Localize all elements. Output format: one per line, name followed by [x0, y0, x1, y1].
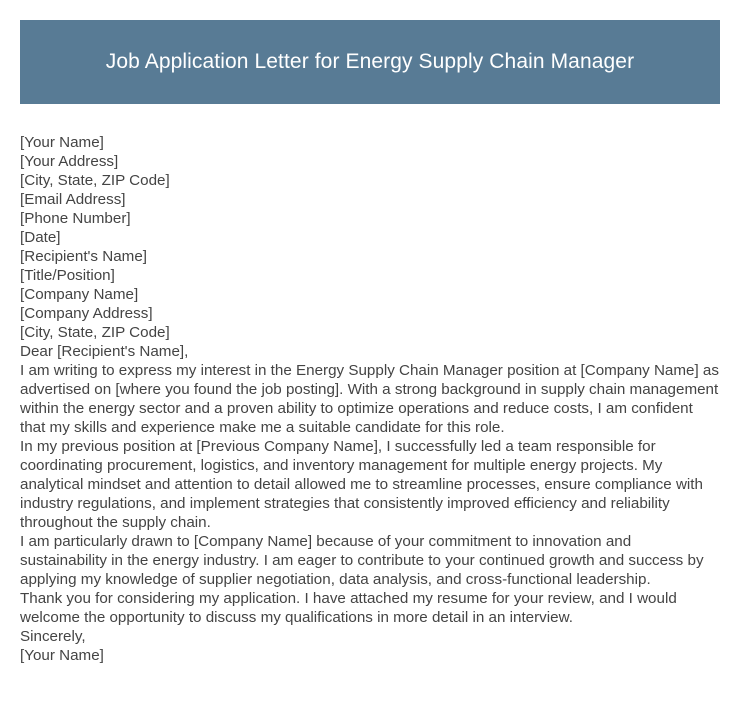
recipient-company-address: [Company Address]	[20, 305, 153, 322]
sender-email: [Email Address]	[20, 191, 126, 208]
header-banner	[20, 20, 720, 104]
letter-body	[20, 133, 722, 665]
page-title: Job Application Letter for Energy Supply Chain Manager	[105, 50, 635, 73]
closing: Sincerely,	[20, 628, 86, 645]
signature: [Your Name]	[20, 647, 104, 664]
recipient-company: [Company Name]	[20, 286, 139, 303]
sender-city-state-zip: [City, State, ZIP Code]	[20, 172, 170, 189]
salutation: Dear [Recipient's Name],	[20, 343, 189, 360]
recipient-title: [Title/Position]	[20, 267, 115, 284]
recipient-name: [Recipient's Name]	[20, 248, 147, 265]
sender-address: [Your Address]	[20, 153, 119, 170]
paragraph-experience: In my previous position at [Previous Company Name], I successfully led a team responsible for coordinating procurement, logistics, and inventory management for multiple energy projects. My analytical mindset and attention to detail allowed me to streamline processes, ensure compliance with industry regulations, and implement strategies that consistently improved efficiency and reliability throughout the supply chain.	[20, 438, 703, 531]
sender-phone: [Phone Number]	[20, 210, 131, 227]
letter-date: [Date]	[20, 229, 61, 246]
paragraph-motivation: I am particularly drawn to [Company Name] because of your commitment to innovation and sustainability in the energy industry. I am eager to contribute to your continued growth and success by applying my knowledge of supplier negotiation, data analysis, and cross-functional leadership.	[20, 533, 704, 588]
sender-name: [Your Name]	[20, 134, 104, 151]
recipient-city-state-zip: [City, State, ZIP Code]	[20, 324, 170, 341]
paragraph-interest: I am writing to express my interest in the Energy Supply Chain Manager position at [Company Name] as advertised on [where you found the job posting]. With a strong background in supply chain management within the energy sector and a proven ability to optimize operations and reduce costs, I am confident that my skills and experience make me a suitable candidate for this role.	[20, 362, 719, 436]
paragraph-thanks: Thank you for considering my application. I have attached my resume for your review, and I would welcome the opportunity to discuss my qualifications in more detail in an interview.	[20, 590, 677, 626]
